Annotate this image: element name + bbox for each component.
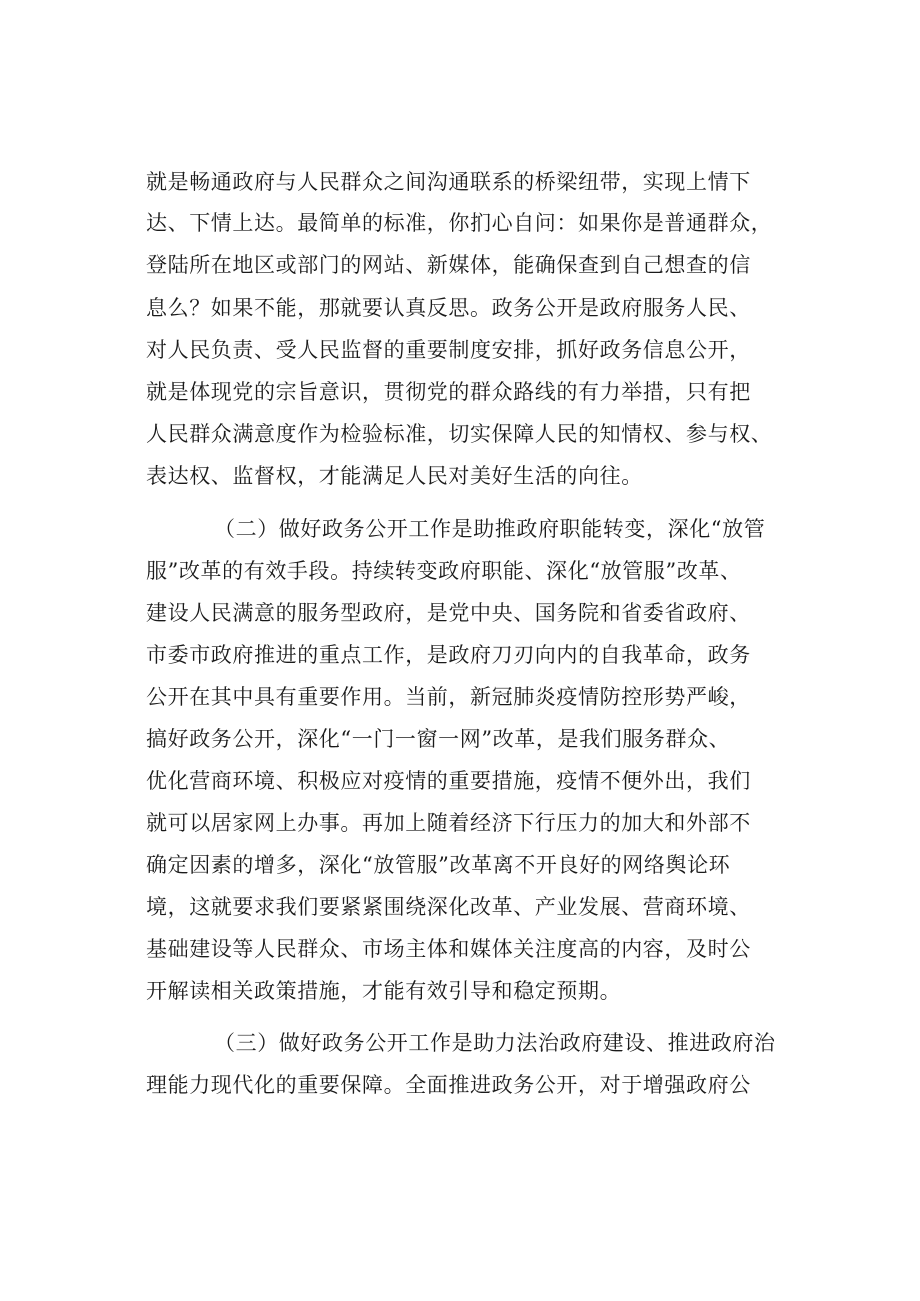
- paragraph-2-line-9: 确定因素的增多，深化“放管服”改革离不开良好的网络舆论环: [146, 853, 731, 877]
- paragraph-2-line-7: 优化营商环境、积极应对疫情的重要措施，疫情不便外出，我们: [146, 769, 751, 793]
- paragraph-1-line-6: 就是体现党的宗旨意识，贯彻党的群众路线的有力举措，只有把: [146, 380, 751, 404]
- paragraph-2-line-10: 境，这就要求我们要紧紧围绕深化改革、产业发展、营商环境、: [146, 895, 751, 919]
- paragraph-1-line-3: 登陆所在地区或部门的网站、新媒体，能确保查到自己想查的信: [146, 253, 751, 277]
- paragraph-2-line-6: 搞好政务公开，深化“一门一窗一网”改革，是我们服务群众、: [146, 727, 731, 751]
- paragraph-3-line-2: 理能力现代化的重要保障。全面推进政务公开，对于增强政府公: [146, 1073, 751, 1097]
- paragraph-2-line-11: 基础建设等人民群众、市场主体和媒体关注度高的内容，及时公: [146, 937, 751, 961]
- paragraph-1-line-8: 表达权、监督权，才能满足人民对美好生活的向往。: [146, 464, 643, 488]
- paragraph-2-line-12: 开解读相关政策措施，才能有效引导和稳定预期。: [146, 979, 622, 1003]
- paragraph-1-line-7: 人民群众满意度作为检验标准，切实保障人民的知情权、参与权、: [146, 422, 773, 446]
- paragraph-2-line-2: 服”改革的有效手段。持续转变政府职能、深化“放管服”改革、: [146, 559, 742, 583]
- paragraph-2-line-5: 公开在其中具有重要作用。当前，新冠肺炎疫情防控形势严峻，: [146, 685, 751, 709]
- paragraph-2-line-1: （二）做好政务公开工作是助推政府职能转变，深化“放管: [214, 517, 766, 541]
- paragraph-2-line-8: 就可以居家网上办事。再加上随着经济下行压力的加大和外部不: [146, 811, 751, 835]
- paragraph-1-line-2: 达、下情上达。最简单的标准，你扪心自问：如果你是普通群众，: [146, 211, 773, 235]
- paragraph-2-line-4: 市委市政府推进的重点工作，是政府刀刃向内的自我革命，政务: [146, 643, 751, 667]
- paragraph-3-line-1: （三）做好政务公开工作是助力法治政府建设、推进政府治: [214, 1031, 776, 1055]
- paragraph-1-line-5: 对人民负责、受人民监督的重要制度安排，抓好政务信息公开，: [146, 338, 751, 362]
- paragraph-1-line-4: 息么？如果不能，那就要认真反思。政务公开是政府服务人民、: [146, 296, 751, 320]
- paragraph-2-line-3: 建设人民满意的服务型政府，是党中央、国务院和省委省政府、: [146, 601, 751, 625]
- paragraph-1-line-1: 就是畅通政府与人民群众之间沟通联系的桥梁纽带，实现上情下: [146, 170, 751, 194]
